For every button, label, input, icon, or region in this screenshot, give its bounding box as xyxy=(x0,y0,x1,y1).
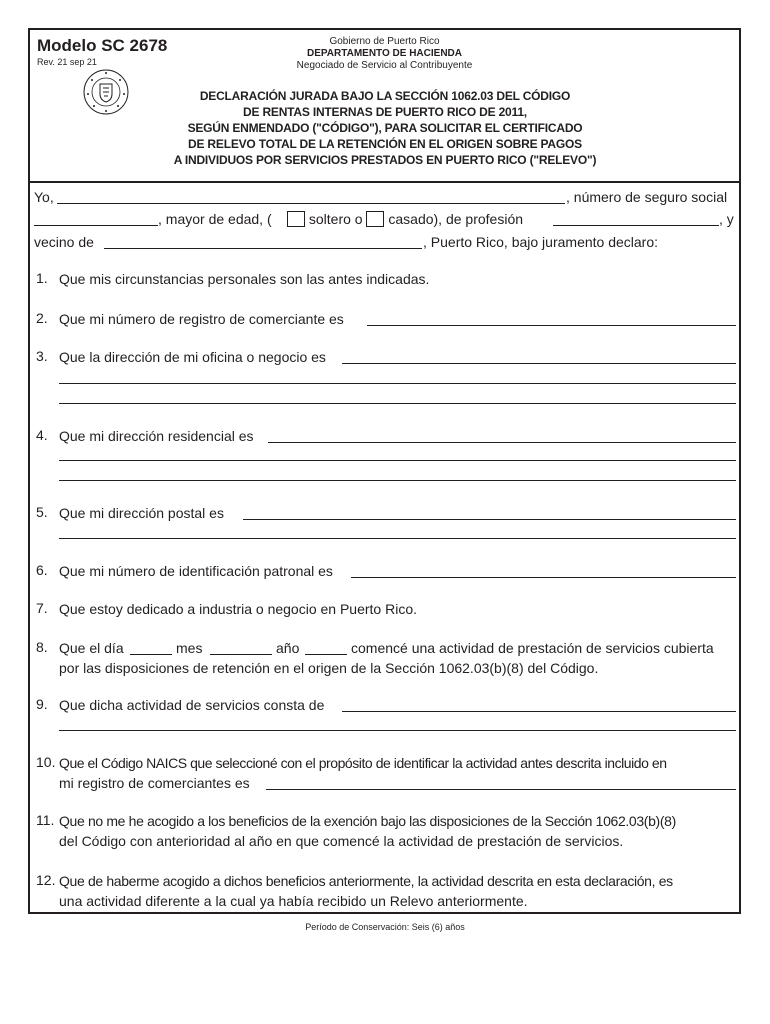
item-text: Que no me he acogido a los beneficios de la exención bajo las disposiciones de la Sección 1062.03(b)(8) xyxy=(59,813,676,829)
residential-address-field[interactable] xyxy=(59,460,736,461)
ssn-label: , número de seguro social xyxy=(566,189,728,205)
and-label: , y xyxy=(719,211,734,227)
year-label: año xyxy=(276,640,300,656)
item-number: 3. xyxy=(36,348,48,364)
item-text: Que el día xyxy=(59,640,124,656)
name-field[interactable] xyxy=(57,203,565,204)
government-name: Gobierno de Puerto Rico xyxy=(329,36,440,47)
age-label: , mayor de edad, ( xyxy=(158,211,272,227)
item-number: 6. xyxy=(36,562,48,578)
item-number: 11. xyxy=(36,812,55,828)
profession-field[interactable] xyxy=(553,225,719,226)
month-field[interactable] xyxy=(210,654,272,655)
item-number: 1. xyxy=(36,270,48,286)
form-revision: Rev. 21 sep 21 xyxy=(37,57,97,67)
item-text: Que mi número de identificación patronal es xyxy=(59,563,333,579)
form-title xyxy=(140,88,630,168)
single-checkbox[interactable] xyxy=(287,211,305,227)
item-text: Que dicha actividad de servicios consta de xyxy=(59,697,325,713)
residential-address-field[interactable] xyxy=(59,480,736,481)
item-number: 8. xyxy=(36,639,48,655)
item-number: 9. xyxy=(36,696,48,712)
postal-address-field[interactable] xyxy=(243,519,736,520)
title-line: DECLARACIÓN JURADA BAJO LA SECCIÓN 1062.03 DEL CÓDIGO xyxy=(199,89,571,103)
yo-label: Yo, xyxy=(34,189,54,205)
title-line: DE RELEVO TOTAL DE LA RETENCIÓN EN EL ORIGEN SOBRE PAGOS xyxy=(188,137,582,151)
item-number: 12. xyxy=(36,872,56,888)
form-model-number: Modelo SC 2678 xyxy=(37,36,168,55)
resident-label: vecino de xyxy=(34,234,94,250)
item-number: 7. xyxy=(36,600,48,616)
item-text: mi registro de comerciantes es xyxy=(59,775,250,791)
activity-description-field[interactable] xyxy=(342,711,736,712)
item-number: 2. xyxy=(36,310,48,326)
item-text: Que el Código NAICS que seleccioné con el propósito de identificar la actividad antes descrita incluido en xyxy=(59,755,667,771)
item-text: Que mis circunstancias personales son las antes indicadas. xyxy=(59,271,430,287)
item-number: 10. xyxy=(36,754,56,770)
municipality-field[interactable] xyxy=(104,248,422,249)
item-number: 5. xyxy=(36,504,48,520)
hacienda-seal-icon xyxy=(82,68,130,116)
single-label: soltero o xyxy=(308,211,363,227)
year-field[interactable] xyxy=(305,654,347,655)
item-text: Que de haberme acogido a dichos beneficios anteriormente, la actividad descrita en esta declaración, es xyxy=(59,873,673,889)
residential-address-field[interactable] xyxy=(268,442,736,443)
form-header xyxy=(30,30,739,183)
title-line: SEGÚN ENMENDADO ("CÓDIGO"), PARA SOLICITAR EL CERTIFICADO xyxy=(187,121,583,135)
item-number: 4. xyxy=(36,427,48,443)
married-checkbox[interactable] xyxy=(366,211,384,227)
marital-status-group xyxy=(287,210,523,228)
item-text: Que mi número de registro de comerciante es xyxy=(59,311,344,327)
item-text: Que la dirección de mi oficina o negocio es xyxy=(59,349,326,365)
item-text: del Código con anterioridad al año en que comencé la actividad de prestación de servicios. xyxy=(59,833,624,849)
postal-address-field[interactable] xyxy=(59,538,736,539)
office-address-field[interactable] xyxy=(342,363,736,364)
retention-period: Período de Conservación: Seis (6) años xyxy=(305,922,465,932)
office-address-field[interactable] xyxy=(59,403,736,404)
item-text: Que mi dirección postal es xyxy=(59,505,224,521)
married-label: casado), de profesión xyxy=(388,211,524,227)
item-text: Que estoy dedicado a industria o negocio en Puerto Rico. xyxy=(59,601,418,617)
title-line: DE RENTAS INTERNAS DE PUERTO RICO DE 2011, xyxy=(243,105,527,119)
item-text: por las disposiciones de retención en el origen de la Sección 1062.03(b)(8) del Código. xyxy=(59,660,599,676)
form-frame xyxy=(28,28,741,914)
day-field[interactable] xyxy=(130,654,172,655)
item-text: Que mi dirección residencial es xyxy=(59,428,254,444)
activity-description-field[interactable] xyxy=(59,730,736,731)
employer-id-field[interactable] xyxy=(351,577,736,578)
office-address-field[interactable] xyxy=(59,383,736,384)
naics-code-field[interactable] xyxy=(266,789,736,790)
declare-label: , Puerto Rico, bajo juramento declaro: xyxy=(423,234,659,250)
month-label: mes xyxy=(176,640,203,656)
office-name: Negociado de Servicio al Contribuyente xyxy=(296,60,473,71)
merchant-registration-field[interactable] xyxy=(367,325,736,326)
item-text: comencé una actividad de prestación de servicios cubierta xyxy=(351,640,714,656)
title-line: A INDIVIDUOS POR SERVICIOS PRESTADOS EN PUERTO RICO ("RELEVO") xyxy=(173,153,597,167)
department-name: DEPARTAMENTO DE HACIENDA xyxy=(306,48,462,59)
item-text: una actividad diferente a la cual ya había recibido un Relevo anteriormente. xyxy=(59,893,528,909)
ssn-field[interactable] xyxy=(34,225,158,226)
